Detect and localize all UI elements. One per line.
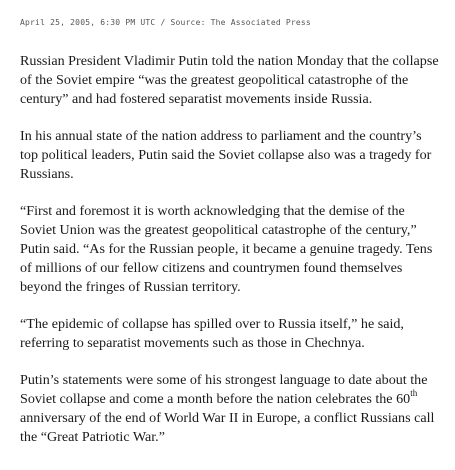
article-paragraph-5 [20, 371, 440, 447]
article-paragraph-3: “First and foremost it is worth acknowledging that the demise of the Soviet Union was the greatest geopolitical catastrophe of the century,” Putin said. “As for the Russian people, it became a genuine tragedy. Tens of millions of our fellow citizens and countrymen found themselves beyond the fringes of Russian territory. [20, 203, 433, 295]
paragraph-5-tail-text: anniversary of the end of World War II in Europe, a conflict Russians call the “Great Patriotic War.” [20, 410, 435, 445]
ordinal-number: 60 [396, 391, 411, 407]
article-paragraph-4: “The epidemic of collapse has spilled over to Russia itself,” he said, referring to separatist movements such as those in Chechnya. [20, 316, 404, 351]
ordinal-suffix: th [410, 388, 418, 399]
article-paragraph-2: In his annual state of the nation address to parliament and the country’s top political leaders, Putin said the Soviet collapse also was a tragedy for Russians. [20, 128, 432, 182]
article-paragraph-1: Russian President Vladimir Putin told the nation Monday that the collapse of the Soviet empire “was the greatest geopolitical catastrophe of the century” and had fostered separatist movements inside Russia. [20, 53, 439, 107]
article-dateline: April 25, 2005, 6:30 PM UTC / Source: The Associated Press [20, 18, 311, 27]
paragraph-5-lead-text: Putin’s statements were some of his strongest language to date about the Soviet collapse and come a month before the nation celebrates the [20, 372, 428, 407]
ordinal-anniversary [396, 388, 418, 407]
article-body [20, 18, 440, 465]
